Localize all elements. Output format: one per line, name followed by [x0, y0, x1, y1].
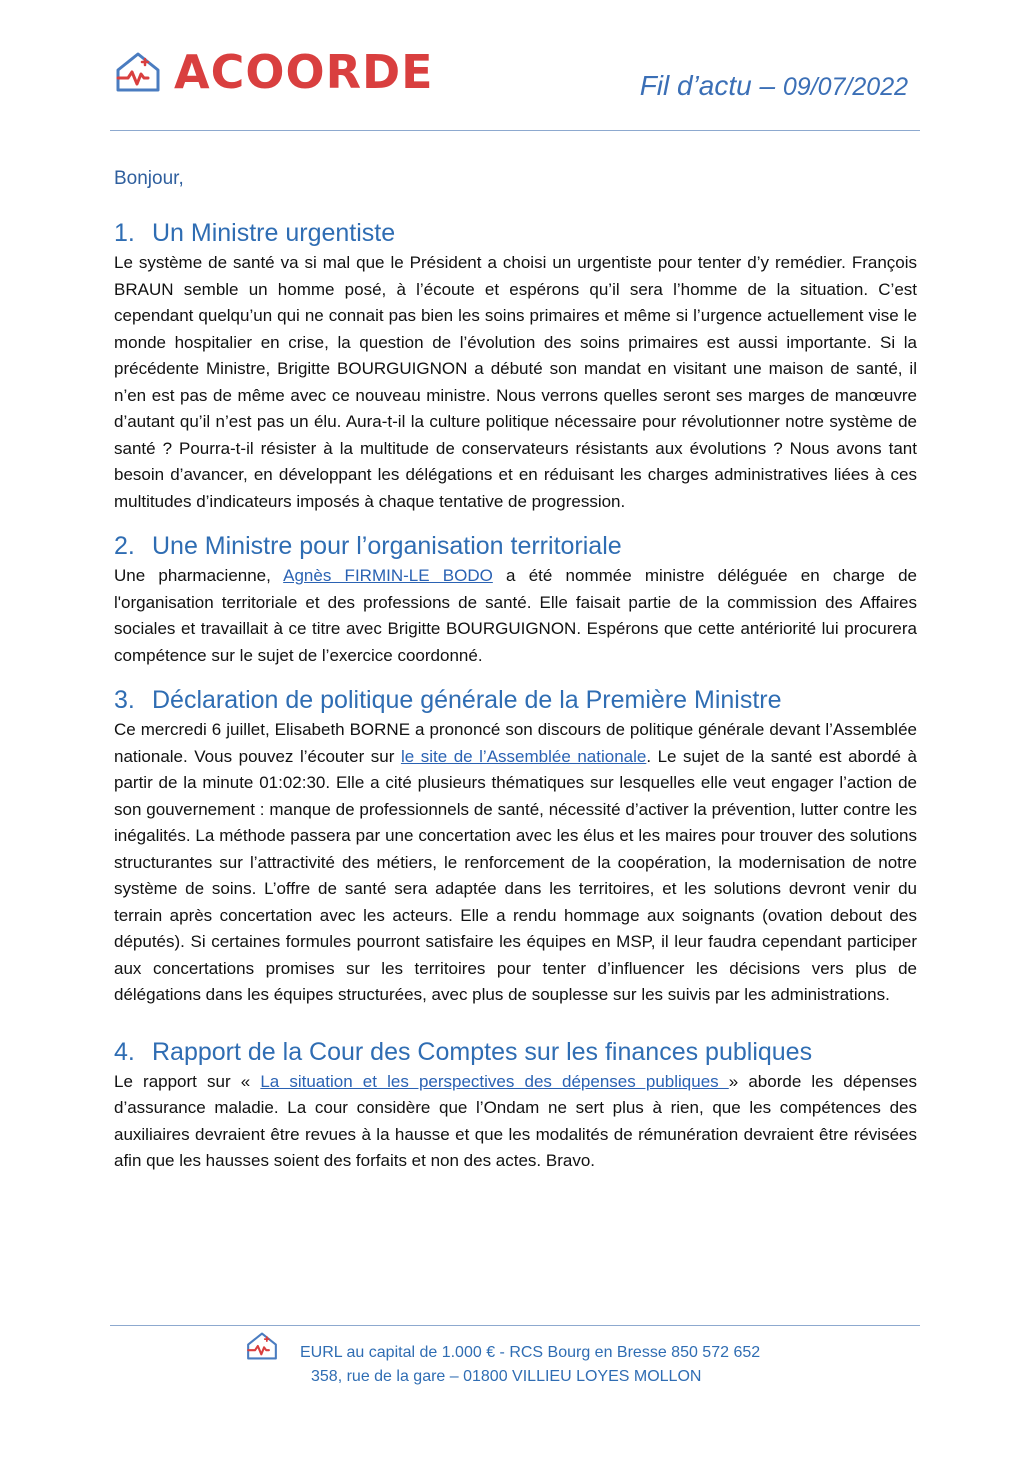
- house-heartbeat-icon: [244, 1328, 280, 1364]
- section-title: Une Ministre pour l’organisation territoriale: [152, 532, 622, 560]
- section-paragraph: Le système de santé va si mal que le Président a choisi un urgentiste pour tenter d’y remédier. François BRAUN semble un homme posé, à l’écoute et espérons qu’il sera l’homme de la situation. C’est cependant quelqu’un qui ne connait pas bien les soins primaires et même si l’urgence actuellement vise le monde hospitalier en crise, la question de l’évolution des soins primaires est aussi importante. Si la précédente Ministre, Brigitte BOURGUIGNON a débuté son mandat en visitant une maison de santé, il n’en est pas de même avec ce nouveau ministre. Nous verrons quelles seront ses marges de manœuvre d’autant qu’il n’est pas un élu. Aura-t-il la culture politique nécessaire pour révolutionner notre système de santé ? Pourra-t-il résister à la multitude de conservateurs résistants aux évolutions ? Nous avons tant besoin d’avancer, en développant les délégations et en réduisant les charges administratives liées à ces multitudes d’indicateurs imposés à chaque tentative de progression.: [114, 253, 917, 511]
- section-number: 1.: [114, 219, 135, 247]
- section-4: [114, 1035, 917, 1175]
- section-paragraph: [114, 563, 917, 669]
- assemblee-link[interactable]: le site de l’Assemblée nationale: [400, 746, 647, 766]
- section-1: [114, 216, 917, 515]
- paragraph-text: a été nommée ministre déléguée en charge de l'organisation territoriale et des professions de santé. Elle faisait partie de la commission des Affaires sociales et travaillait à ce titre avec Brigitte BOURGUIGNON. Espérons que cette antériorité lui procurera compétence sur le sujet de l’exercice coordonné.: [114, 566, 918, 665]
- section-paragraph: [114, 1069, 917, 1175]
- newsletter-body: [114, 164, 917, 1189]
- section-number: 4.: [114, 1037, 135, 1066]
- section-number: 3.: [114, 686, 135, 714]
- section-title: Déclaration de politique générale de la Première Ministre: [152, 686, 782, 714]
- section-number: 2.: [114, 532, 135, 560]
- section-heading: [114, 216, 917, 250]
- paragraph-text: » aborde les dépenses d’assurance maladie. La cour considère que l’Ondam ne sert plus à rien, que les compétences des auxiliaires devraient être revues à la hausse et que les modalités de rémunération devraient être révisées afin que les hausses soient des forfaits et non des actes. Bravo.: [114, 1071, 917, 1170]
- paragraph-text: Le rapport sur «: [114, 1071, 261, 1091]
- paragraph-text: Ce mercredi 6 juillet, Elisabeth BORNE a prononcé son discours de politique générale devant l’Assemblée nationale. Vous pouvez l’écouter sur: [114, 720, 917, 766]
- paragraph-text: Une pharmacienne,: [114, 566, 284, 585]
- section-2: [114, 529, 917, 669]
- paragraph-text: . Le sujet de la santé est abordé à partir de la minute 01:02:30. Elle a cité plusieurs thématiques sur lesquelles elle veut engager l’action de son gouvernement : manque de professionnels de santé, nécessité d’activer la prévention, lutter contre les inégalités. La méthode passera par une concertation avec les élus et les maires pour trouver des solutions structurantes sur l’attractivité des métiers, le renforcement de la coopération, la modernisation de notre système de soins. L’offre de santé sera adaptée dans les territoires, et les solutions devront venir du terrain après concertation avec les acteurs. Elle a rendu hommage aux soignants (ovation debout des députés). Si certaines formules pourront satisfaire les équipes en MSP, il leur faudra cependant participer aux concertations promises sur les territoires pour tenter d’influencer les décisions vers plus de délégations dans les équipes structurées, avec plus de souplesse sur les suivis par les administrations.: [114, 746, 917, 1004]
- house-heartbeat-icon: [112, 46, 164, 98]
- title-date: 09/07/2022: [782, 73, 908, 101]
- header-divider: [110, 130, 920, 131]
- greeting: Bonjour,: [114, 168, 184, 189]
- minister-link[interactable]: Agnès FIRMIN-LE BODO: [283, 566, 493, 585]
- title-separator: –: [751, 70, 783, 101]
- section-title: Un Ministre urgentiste: [152, 219, 396, 247]
- title-text: Fil d’actu: [639, 70, 752, 101]
- document-title: [640, 70, 908, 102]
- footer-divider: [110, 1325, 920, 1326]
- section-heading: [114, 683, 917, 717]
- section-heading: [114, 1035, 917, 1069]
- section-3: [114, 683, 917, 1009]
- section-heading: [114, 529, 917, 563]
- company-logo: [112, 44, 434, 100]
- section-paragraph: [114, 717, 917, 1009]
- company-address: 358, rue de la gare – 01800 VILLIEU LOYES MOLLON: [311, 1368, 702, 1385]
- report-link[interactable]: La situation et les perspectives des dépenses publiques: [260, 1071, 729, 1091]
- logo-text: ACOORDE: [174, 45, 434, 99]
- company-registration: EURL au capital de 1.000 € - RCS Bourg en Bresse 850 572 652: [300, 1344, 761, 1361]
- section-title: Rapport de la Cour des Comptes sur les finances publiques: [152, 1037, 813, 1066]
